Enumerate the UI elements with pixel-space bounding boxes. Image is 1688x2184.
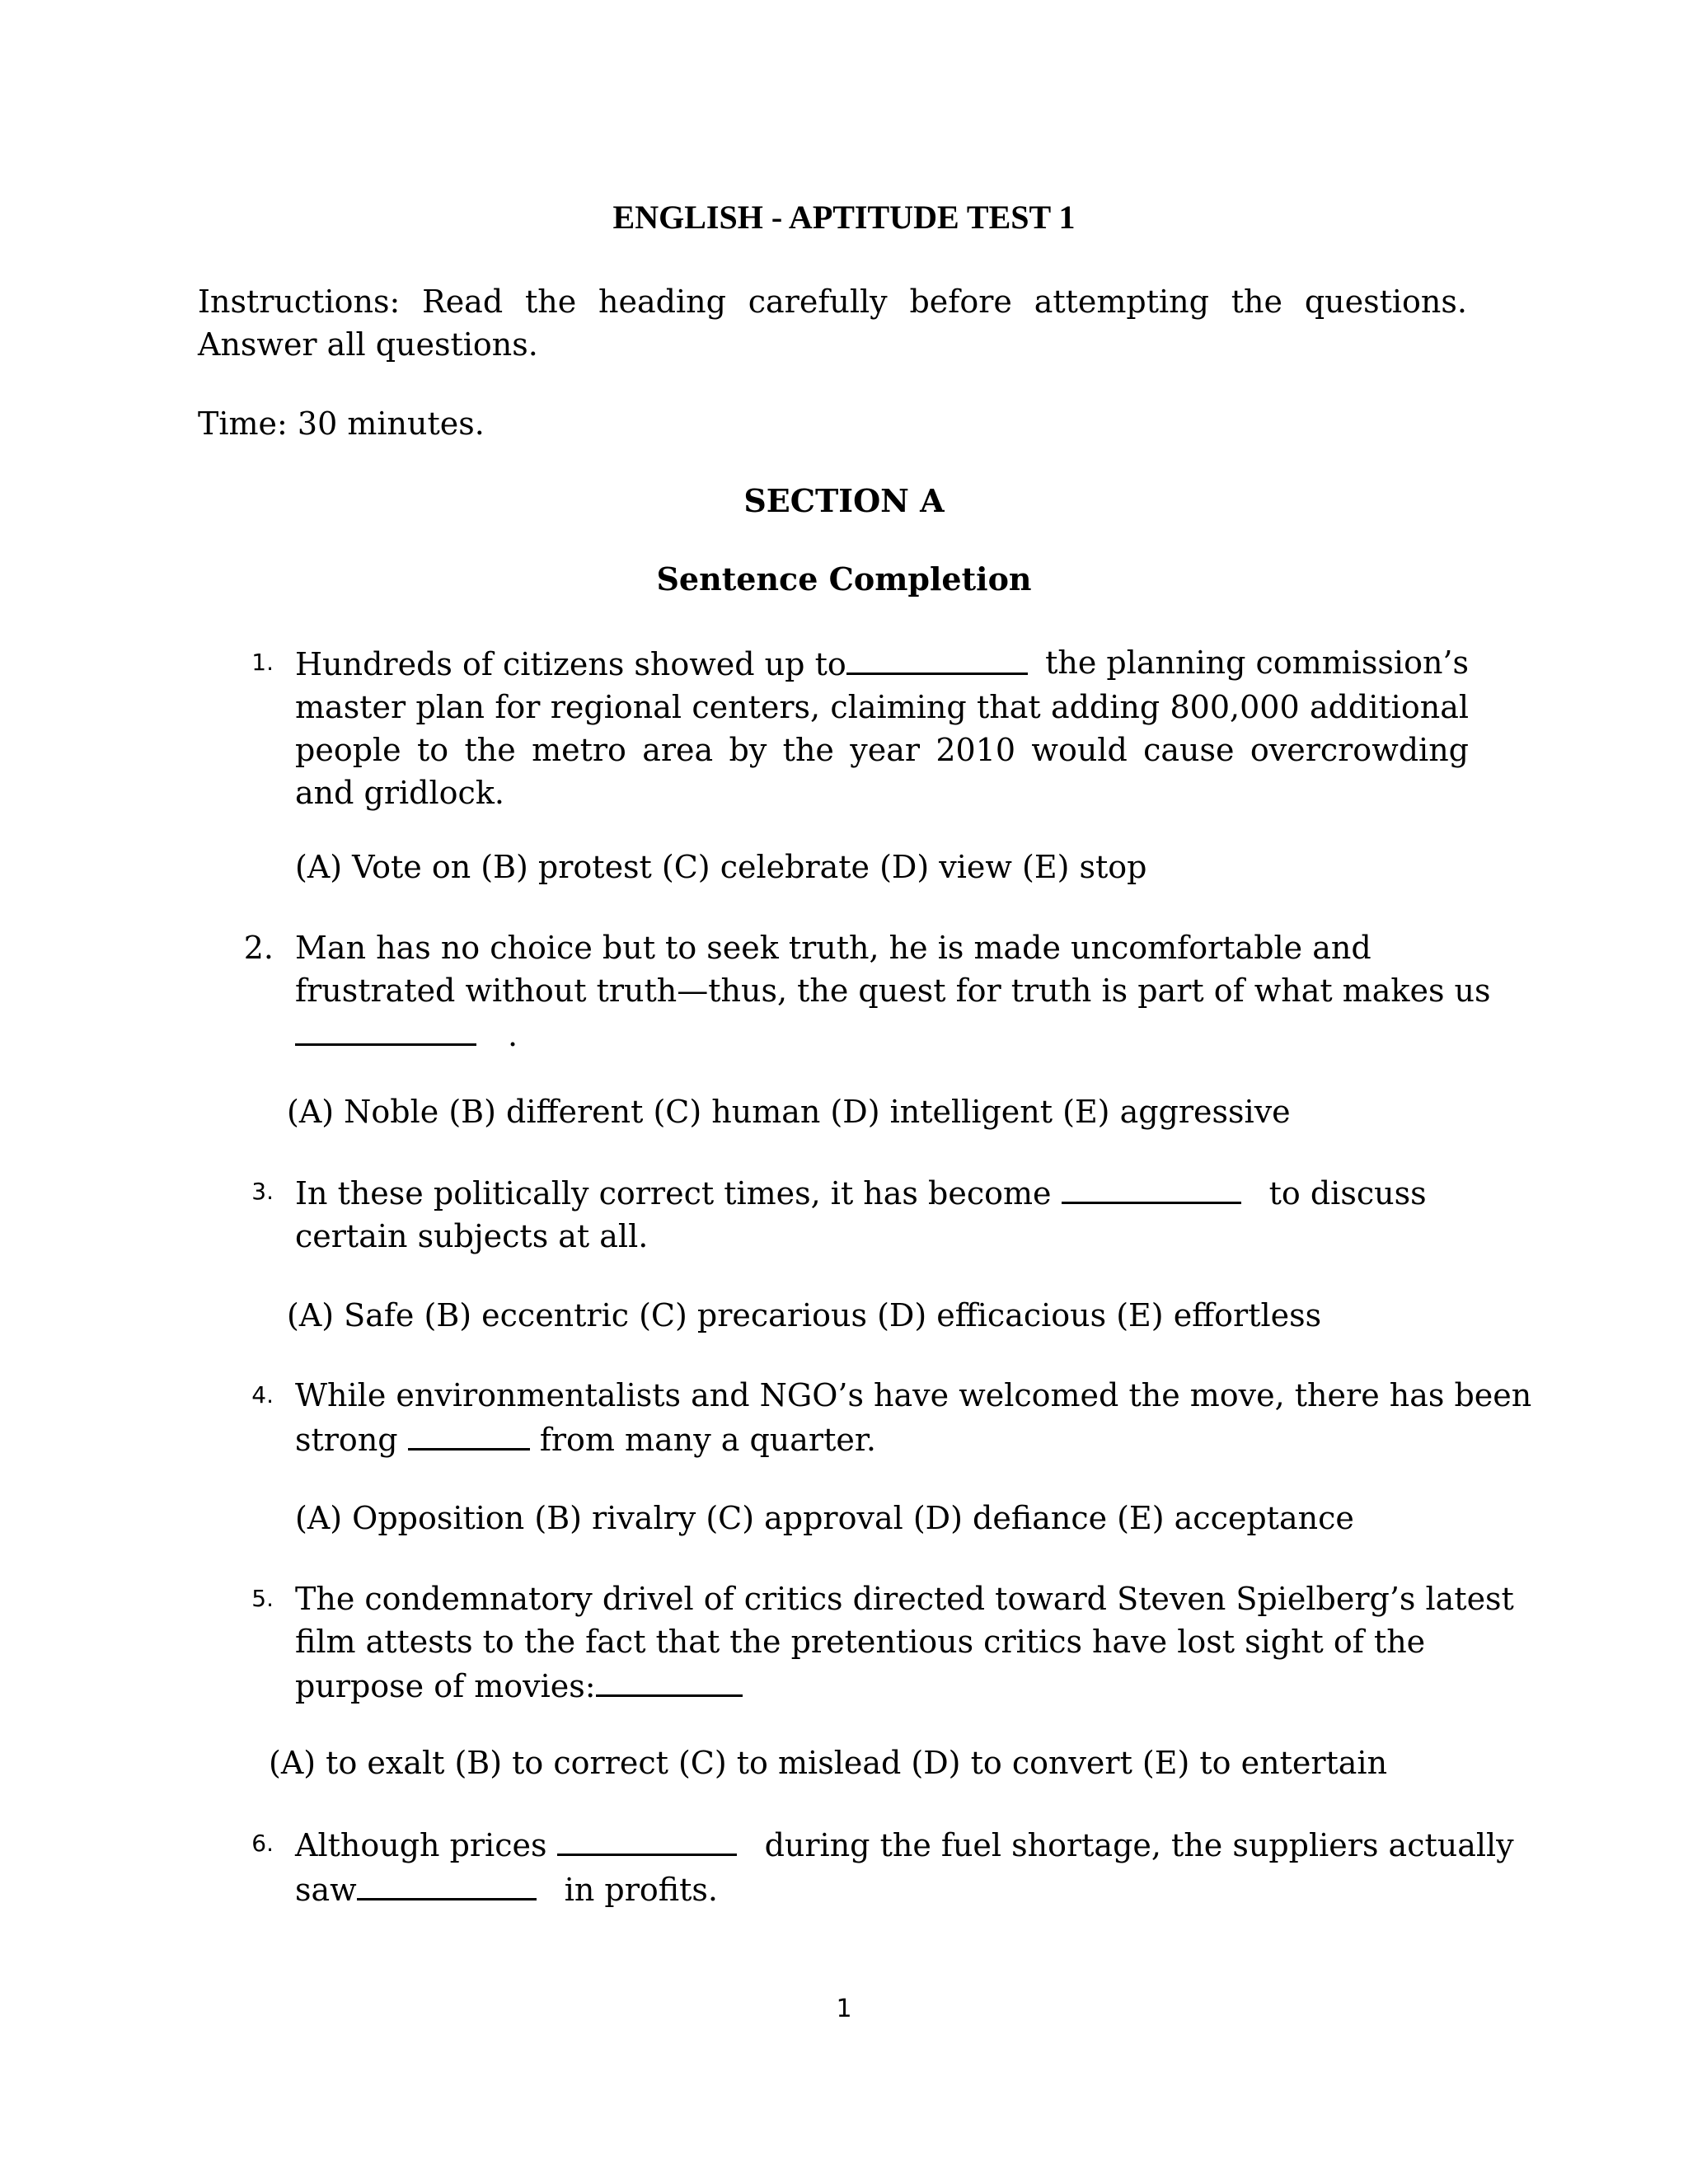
answer-blank <box>295 1012 476 1046</box>
answer-options: (A) Safe (B) eccentric (C) precarious (D) efficacious (E) effortless <box>287 1297 1322 1333</box>
answer-options: (A) Noble (B) different (C) human (D) intelligent (E) aggressive <box>287 1094 1291 1130</box>
question-text-part: frustrated without truth—thus, the quest for truth is part of what makes us <box>295 972 1491 1009</box>
answer-options: (A) to exalt (B) to correct (C) to mislead (D) to convert (E) to entertain <box>269 1745 1388 1781</box>
question-text-part: While environmentalists and NGO’s have welcomed the move, there has been <box>295 1377 1532 1413</box>
question-text-part: The condemnatory drivel of critics directed toward Steven Spielberg’s latest <box>295 1581 1514 1617</box>
question-text-part: purpose of movies: <box>295 1668 596 1704</box>
question-text-part: master plan for regional centers, claiming that adding 800,000 additional people to the metro area by the year 2010 would cause overcrowding and gridlock. <box>295 689 1469 811</box>
question-number: 4. <box>251 1381 274 1408</box>
answer-blank <box>596 1663 743 1697</box>
question-text-part: . <box>508 1017 518 1053</box>
question-text-part: Man has no choice but to seek truth, he is made uncomfortable and <box>295 930 1372 966</box>
question-number: 5. <box>251 1585 274 1612</box>
question-text-part: saw <box>295 1872 357 1908</box>
question-text-part: in profits. <box>564 1872 718 1908</box>
question-number: 3. <box>251 1178 274 1205</box>
instructions-text: Instructions: Read the heading carefully before attempting the questions. Answer all questions. <box>198 284 1467 363</box>
question-text-part: Although prices <box>295 1827 547 1863</box>
question-text <box>295 1577 1514 1708</box>
question-text-part: In these politically correct times, it has become <box>295 1175 1052 1212</box>
question-text-part: from many a quarter. <box>539 1422 876 1458</box>
question-number: 2. <box>243 930 274 966</box>
page-title: ENGLISH - APTITUDE TEST 1 <box>612 199 1076 236</box>
page-number: 1 <box>836 1994 852 2023</box>
question-text <box>295 1374 1532 1461</box>
question-text-part: certain subjects at all. <box>295 1218 649 1254</box>
question-text-part: the planning commission’s <box>1045 644 1469 681</box>
question-text-part: to discuss <box>1268 1175 1427 1212</box>
question-text <box>295 1170 1469 1258</box>
question-text-part: Hundreds of citizens showed up to <box>295 646 846 682</box>
answer-blank <box>408 1417 530 1451</box>
question-text-part: during the fuel shortage, the suppliers actually <box>764 1827 1514 1863</box>
answer-options: (A) Opposition (B) rivalry (C) approval (D) defiance (E) acceptance <box>295 1500 1354 1536</box>
question-text <box>295 1822 1514 1911</box>
answer-blank <box>1062 1170 1241 1204</box>
answer-options: (A) Vote on (B) protest (C) celebrate (D) view (E) stop <box>295 849 1147 885</box>
question-text <box>295 926 1491 1057</box>
question-number: 1. <box>251 649 274 676</box>
question-text-part: film attests to the fact that the pretentious critics have lost sight of the <box>295 1624 1426 1660</box>
subsection-heading: Sentence Completion <box>656 560 1032 598</box>
question-number: 6. <box>251 1830 274 1857</box>
answer-blank <box>357 1867 537 1900</box>
question-text-part: strong <box>295 1422 398 1458</box>
answer-blank <box>557 1822 737 1856</box>
time-limit: Time: 30 minutes. <box>198 405 485 442</box>
question-text <box>295 641 1469 814</box>
section-heading: SECTION A <box>743 482 945 519</box>
answer-blank <box>846 641 1028 675</box>
